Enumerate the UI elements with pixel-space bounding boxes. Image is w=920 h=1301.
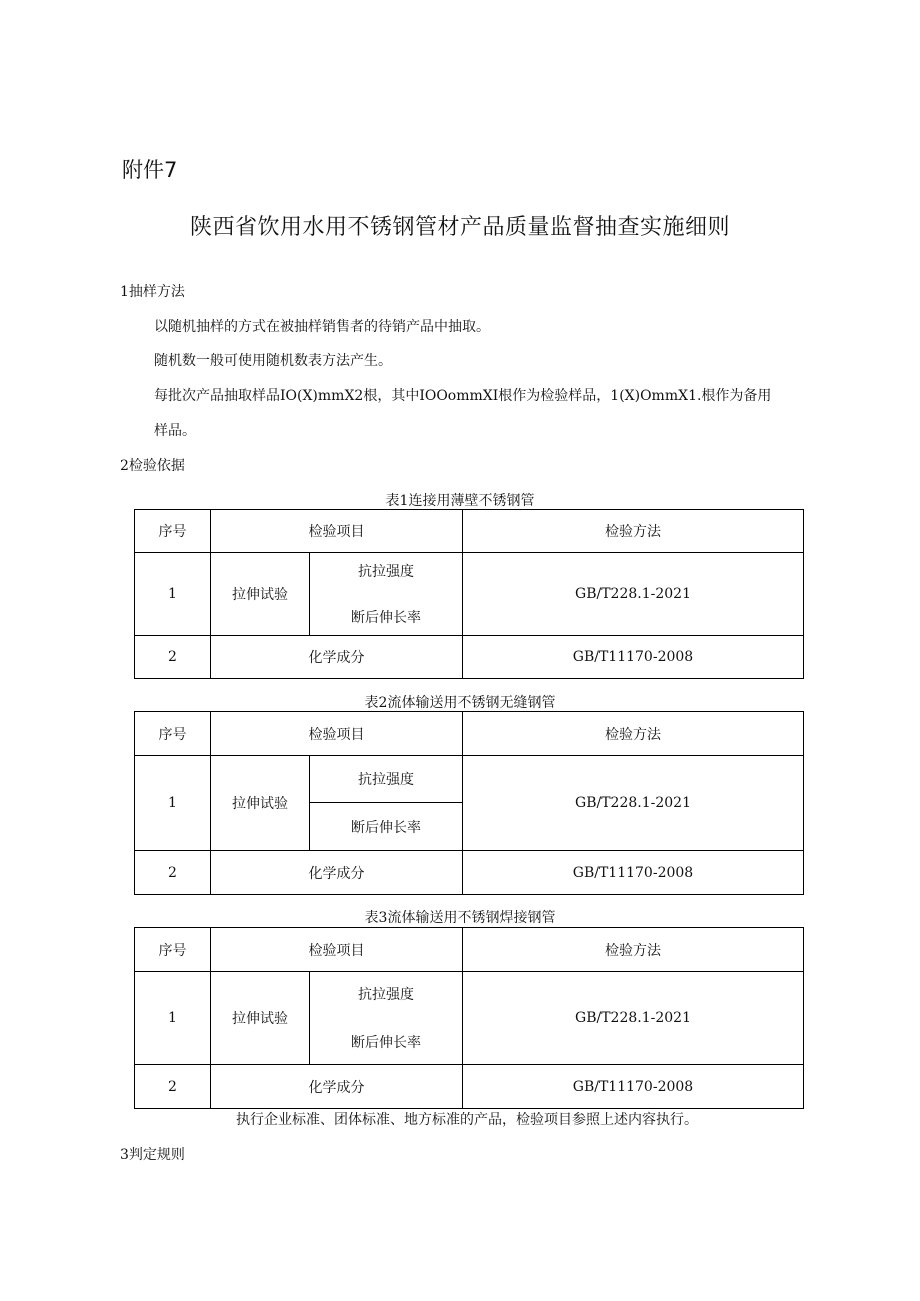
table-header-row [135, 928, 804, 972]
item-elongation: 断后伸长率 [310, 803, 463, 851]
section-2-heading: 2检验依据 [120, 458, 185, 474]
table-2-caption: 表2流体输送用不锈钢无缝钢管 [364, 695, 556, 711]
table-header-row [135, 510, 804, 553]
table-row [135, 1065, 804, 1109]
method-cell: GB/T228.1-2021 [463, 756, 804, 851]
row-number: 1 [135, 972, 211, 1065]
header-cell: 检验方法 [463, 510, 804, 553]
method-cell: GB/T11170-2008 [463, 851, 804, 895]
item-cell: 化学成分 [211, 636, 463, 679]
row-number: 2 [135, 851, 211, 895]
row-number: 2 [135, 1065, 211, 1109]
table-row [135, 636, 804, 679]
row-number: 2 [135, 636, 211, 679]
header-cell: 序号 [135, 510, 211, 553]
item-group: 拉伸试验 [211, 756, 310, 851]
section-1-heading: 1抽样方法 [120, 284, 185, 300]
paragraph: 每批次产品抽取样品IO(X)mmX2根，其中IOOommXI根作为检验样品，1(X)OmmX1.根作为备用 [154, 388, 772, 404]
method-cell: GB/T228.1-2021 [463, 553, 804, 636]
item-cell [310, 553, 463, 636]
paragraph: 以随机抽样的方式在被抽样销售者的待销产品中抽取。 [154, 319, 490, 335]
table-row [135, 756, 804, 803]
item-elongation: 断后伸长率 [351, 610, 421, 626]
paragraph: 随机数一般可使用随机数表方法产生。 [154, 353, 392, 369]
header-cell: 序号 [135, 712, 211, 756]
header-cell: 检验项目 [211, 928, 463, 972]
table-row [135, 972, 804, 1065]
header-cell: 检验项目 [211, 510, 463, 553]
item-tensile-strength: 抗拉强度 [358, 987, 414, 1003]
item-tensile-strength: 抗拉强度 [310, 756, 463, 803]
header-cell: 序号 [135, 928, 211, 972]
method-cell: GB/T11170-2008 [463, 636, 804, 679]
table-header-row [135, 712, 804, 756]
header-cell: 检验项目 [211, 712, 463, 756]
item-cell [310, 972, 463, 1065]
item-group: 拉伸试验 [211, 972, 310, 1065]
table-row [135, 553, 804, 636]
document-title: 陕西省饮用水用不锈钢管材产品质量监督抽查实施细则 [189, 215, 730, 240]
row-number: 1 [135, 553, 211, 636]
method-cell: GB/T11170-2008 [463, 1065, 804, 1109]
item-tensile-strength: 抗拉强度 [358, 564, 414, 580]
attachment-label: 附件7 [122, 158, 178, 182]
table-1-caption: 表1连接用薄壁不锈钢管 [385, 493, 535, 509]
table-3-caption: 表3流体输送用不锈钢焊接钢管 [364, 910, 556, 926]
table-2 [134, 711, 804, 895]
note-text: 执行企业标准、团体标准、地方标准的产品，检验项目参照上述内容执行。 [236, 1112, 698, 1128]
section-3-heading: 3判定规则 [120, 1147, 185, 1163]
item-cell: 化学成分 [211, 851, 463, 895]
method-cell: GB/T228.1-2021 [463, 972, 804, 1065]
paragraph: 样品。 [154, 423, 196, 439]
table-row [135, 851, 804, 895]
table-1 [134, 509, 804, 679]
header-cell: 检验方法 [463, 712, 804, 756]
item-group: 拉伸试验 [211, 553, 310, 636]
table-3 [134, 927, 804, 1109]
header-cell: 检验方法 [463, 928, 804, 972]
item-elongation: 断后伸长率 [351, 1035, 421, 1051]
item-cell: 化学成分 [211, 1065, 463, 1109]
row-number: 1 [135, 756, 211, 851]
